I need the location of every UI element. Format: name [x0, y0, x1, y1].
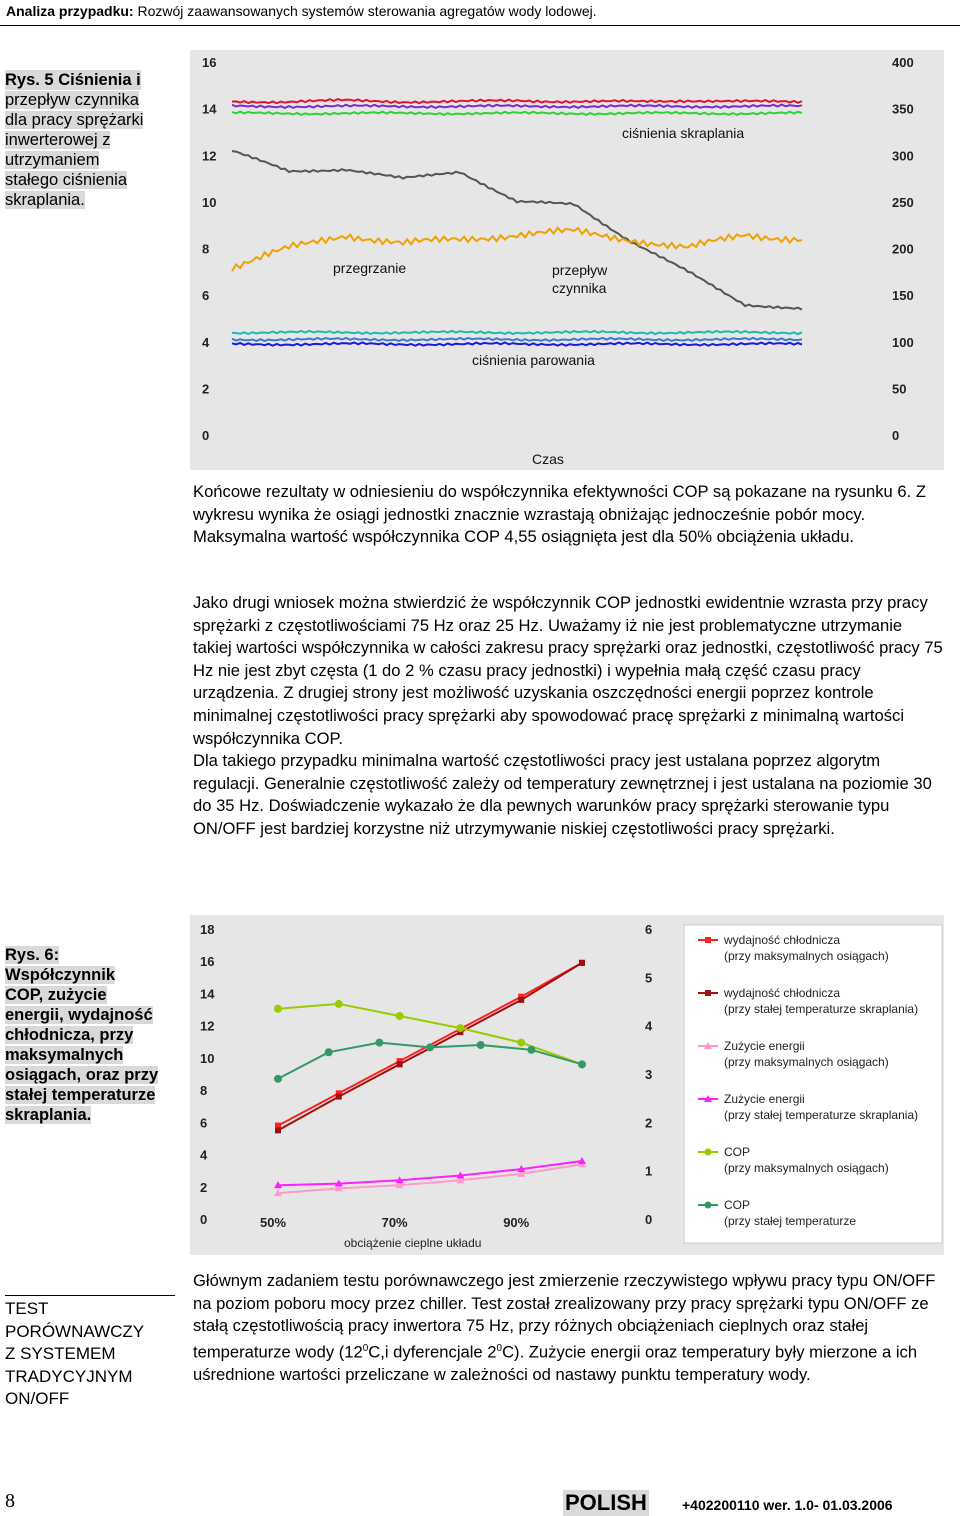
annotation-flow-line1: przepływ	[552, 262, 608, 278]
legend-label: (przy stałej temperaturze skraplania)	[724, 1108, 919, 1122]
data-point	[578, 1060, 586, 1068]
legend-label: (przy maksymalnych osiągach)	[724, 1161, 889, 1175]
data-point	[518, 997, 524, 1003]
caption-line: Współczynnik	[5, 966, 116, 984]
legend-label: (przy maksymalnych osiągach)	[724, 949, 889, 963]
caption-line: skraplania.	[5, 191, 85, 209]
x-axis-label: Czas	[532, 451, 564, 467]
y-tick-label: 6	[200, 1115, 208, 1131]
y-tick-label: 10	[202, 194, 217, 210]
data-point	[517, 1039, 525, 1047]
annotation-condensing: ciśnienia skraplania	[622, 125, 745, 141]
y-tick-label: 4	[200, 1147, 208, 1163]
data-point	[426, 1043, 434, 1051]
header-label: Analiza przypadku:	[6, 3, 134, 19]
legend-label: Zużycie energii	[724, 1092, 805, 1106]
section-label	[5, 1295, 175, 1411]
x-tick-label: 70%	[381, 1215, 408, 1230]
data-point	[579, 960, 585, 966]
series-line	[278, 1161, 582, 1185]
y2-tick-label: 4	[645, 1018, 653, 1034]
page-number: 8	[5, 1490, 15, 1512]
document-version: +402200110 wer. 1.0- 01.03.2006	[682, 1497, 893, 1513]
series-line	[232, 151, 802, 310]
y-tick-label: 18	[200, 922, 215, 937]
paragraph-test-part1: Głównym zadaniem testu porównawczego jest zmierzenie rzeczywistego wpływu pracy typu ON/OFF na poziom poboru mocy przez chiller. Test został zrealizowany przy pracy sprężarki typu ON/OFF ze stałą częstotliwością pracy inwertora 75 Hz, przy różnych obciążeniach cieplnych oraz stałej temperaturze wody (12	[193, 1271, 936, 1362]
caption-line: stałego ciśnienia	[5, 171, 127, 189]
data-point	[274, 1075, 282, 1083]
y2-tick-label: 5	[645, 970, 653, 986]
paragraph-test-part2: C,i dyferencjale 2	[368, 1342, 497, 1362]
data-point	[396, 1012, 404, 1020]
y2-tick-label: 3	[645, 1067, 653, 1082]
legend-label: Zużycie energii	[724, 1039, 805, 1053]
section-label-line: Z SYSTEMEM	[5, 1344, 116, 1363]
y-tick-label: 0	[200, 1212, 208, 1227]
y2-tick-label: 6	[645, 922, 653, 937]
paragraph-test	[193, 1270, 945, 1387]
section-label-line: PORÓWNAWCZY	[5, 1321, 145, 1341]
data-point	[456, 1024, 464, 1032]
series-line	[232, 105, 802, 108]
annotation-superheat: przegrzanie	[333, 260, 407, 276]
y2-tick-label: 200	[892, 241, 914, 257]
y2-tick-label: 0	[892, 428, 900, 443]
language-label: POLISH	[565, 1490, 647, 1515]
data-point	[527, 1046, 535, 1054]
legend-label: (przy stałej temperaturze skraplania)	[724, 1002, 919, 1016]
y-tick-label: 12	[202, 148, 217, 164]
legend-label: (przy stałej temperaturze	[724, 1214, 857, 1228]
y-tick-label: 12	[200, 1018, 215, 1034]
paragraph-results: Końcowe rezultaty w odniesieniu do współczynnika efektywności COP są pokazane na rysunku 6. Z wykresu wynika że osiągi jednostki znacznie wzrastają obniżając jednocześnie pobór mocy. Maksymalna wartość współczynnika COP 4,55 osiągnięta jest dla 50% obciążenia układu.	[193, 482, 926, 547]
annotation-evaporating: ciśnienia parowania	[472, 352, 595, 368]
legend-box	[684, 925, 942, 1243]
figure1-caption	[5, 70, 175, 210]
header-title: Rozwój zaawansowanych systemów sterowania agregatów wody lodowej.	[137, 3, 597, 19]
paragraph-conclusion-main: Jako drugi wniosek można stwierdzić że współczynnik COP jednostki ewidentnie wzrasta przy pracy sprężarki z częstotliwościami 75 Hz oraz 25 Hz. Uważamy iż nie jest problematyczne utrzymanie takiej wartości współczynnika w całości zakresu pracy sprężarki oraz jednostki, częstotliwość pracy 75 Hz nie jest zbyt częsta (1 do 2 % czasu pracy jednostki) i wypełnia małą część czasu pracy urządzenia. Z drugiej strony jest możliwość uzyskania oszczędności energii poprzez kontrole minimalnej częstotliwości pracy sprężarki aby spowodować pracę sprężarki z minimalną wartości współczynnika COP.	[193, 593, 943, 748]
y-tick-label: 4	[202, 334, 210, 350]
x-tick-label: 90%	[503, 1215, 530, 1230]
legend-marker	[705, 990, 711, 996]
y-tick-label: 8	[202, 241, 210, 257]
caption-line: dla pracy sprężarki	[5, 111, 144, 129]
caption-line: utrzymaniem	[5, 151, 100, 169]
pressure-flow-chart-svg	[190, 50, 944, 470]
caption-line: skraplania.	[5, 1106, 92, 1124]
section-label-line: ON/OFF	[5, 1389, 70, 1408]
y-tick-label: 16	[202, 55, 217, 70]
cop-chart	[190, 915, 944, 1255]
y-tick-label: 2	[202, 381, 210, 397]
caption-line: COP, zużycie	[5, 986, 107, 1004]
y-tick-label: 14	[200, 986, 215, 1002]
series-line	[232, 331, 802, 334]
y2-tick-label: 100	[892, 334, 914, 350]
y2-tick-label: 2	[645, 1115, 653, 1131]
data-point	[397, 1061, 403, 1067]
section-label-line: TEST	[5, 1299, 49, 1318]
paragraph-test-part3: C). Zużycie energii oraz temperatury były mierzone a ich uśrednione wartości przeliczane w zależności od nastawy punktu temperatury wody.	[193, 1342, 918, 1384]
degree-sup: 0	[362, 1342, 369, 1354]
x-tick-label: 50%	[260, 1215, 287, 1230]
caption-line: chłodnicza, przy	[5, 1026, 134, 1044]
data-point	[477, 1041, 485, 1049]
y-tick-label: 0	[202, 428, 210, 443]
series-line	[232, 343, 802, 346]
data-point	[325, 1048, 333, 1056]
data-point	[336, 1094, 342, 1100]
series-line	[232, 99, 802, 103]
y2-tick-label: 50	[892, 381, 907, 397]
y-tick-label: 14	[202, 101, 217, 117]
legend-label: wydajność chłodnicza	[724, 933, 841, 947]
degree-sup: 0	[496, 1342, 503, 1354]
pressure-flow-chart	[190, 50, 944, 470]
data-point	[275, 1127, 281, 1133]
series-line	[232, 338, 802, 341]
legend-marker	[705, 937, 711, 943]
legend-label: COP	[724, 1145, 751, 1159]
y-tick-label: 8	[200, 1083, 208, 1099]
y2-tick-label: 350	[892, 101, 914, 117]
caption-line: Rys. 6:	[5, 946, 60, 964]
section-label-line: TRADYCYJNYM	[5, 1366, 133, 1386]
y-tick-label: 6	[202, 288, 210, 304]
figure2-caption	[5, 945, 175, 1125]
paragraph-conclusion-regulation: Dla takiego przypadku minimalna wartość częstotliwości pracy jest ustalana poprzez algorytm regulacji. Generalnie częstotliwość zależy od temperatury zewnętrznej i jest ustalana na poziomie 30 do 35 Hz. Doświadczenie wykazało że dla pewnych warunków pracy sprężarki sterowanie typu ON/OFF jest bardziej korzystne niż utrzymywanie niskiej częstotliwości pracy sprężarki.	[193, 751, 932, 838]
caption-line: Rys. 5 Ciśnienia i	[5, 71, 141, 89]
series-line	[232, 228, 802, 272]
legend-marker	[705, 1149, 712, 1156]
caption-line: stałej temperaturze	[5, 1086, 156, 1104]
page-header	[0, 0, 960, 26]
y2-tick-label: 150	[892, 288, 914, 304]
legend-label: COP	[724, 1198, 751, 1212]
annotation-flow-line2: czynnika	[552, 280, 607, 296]
y2-tick-label: 250	[892, 194, 914, 210]
y2-tick-label: 0	[645, 1212, 653, 1227]
caption-line: osiągach, oraz przy	[5, 1066, 159, 1084]
y-tick-label: 10	[200, 1050, 215, 1066]
legend-marker	[705, 1202, 712, 1209]
caption-line: inwerterowej z	[5, 131, 111, 149]
y-tick-label: 16	[200, 954, 215, 970]
x-axis-label: obciążenie cieplne układu	[344, 1236, 482, 1250]
y2-tick-label: 1	[645, 1163, 653, 1179]
data-point	[274, 1005, 282, 1013]
caption-line: energii, wydajność	[5, 1006, 153, 1024]
data-point	[335, 1000, 343, 1008]
y-tick-label: 2	[200, 1179, 208, 1195]
y2-tick-label: 300	[892, 148, 914, 164]
caption-line: przepływ czynnika	[5, 91, 139, 109]
cop-chart-svg	[190, 915, 944, 1255]
data-point	[375, 1039, 383, 1047]
caption-line: maksymalnych	[5, 1046, 124, 1064]
legend-label: wydajność chłodnicza	[724, 986, 841, 1000]
legend-label: (przy maksymalnych osiągach)	[724, 1055, 889, 1069]
series-line	[232, 112, 802, 115]
y2-tick-label: 400	[892, 55, 914, 70]
paragraph-conclusion	[193, 592, 945, 841]
